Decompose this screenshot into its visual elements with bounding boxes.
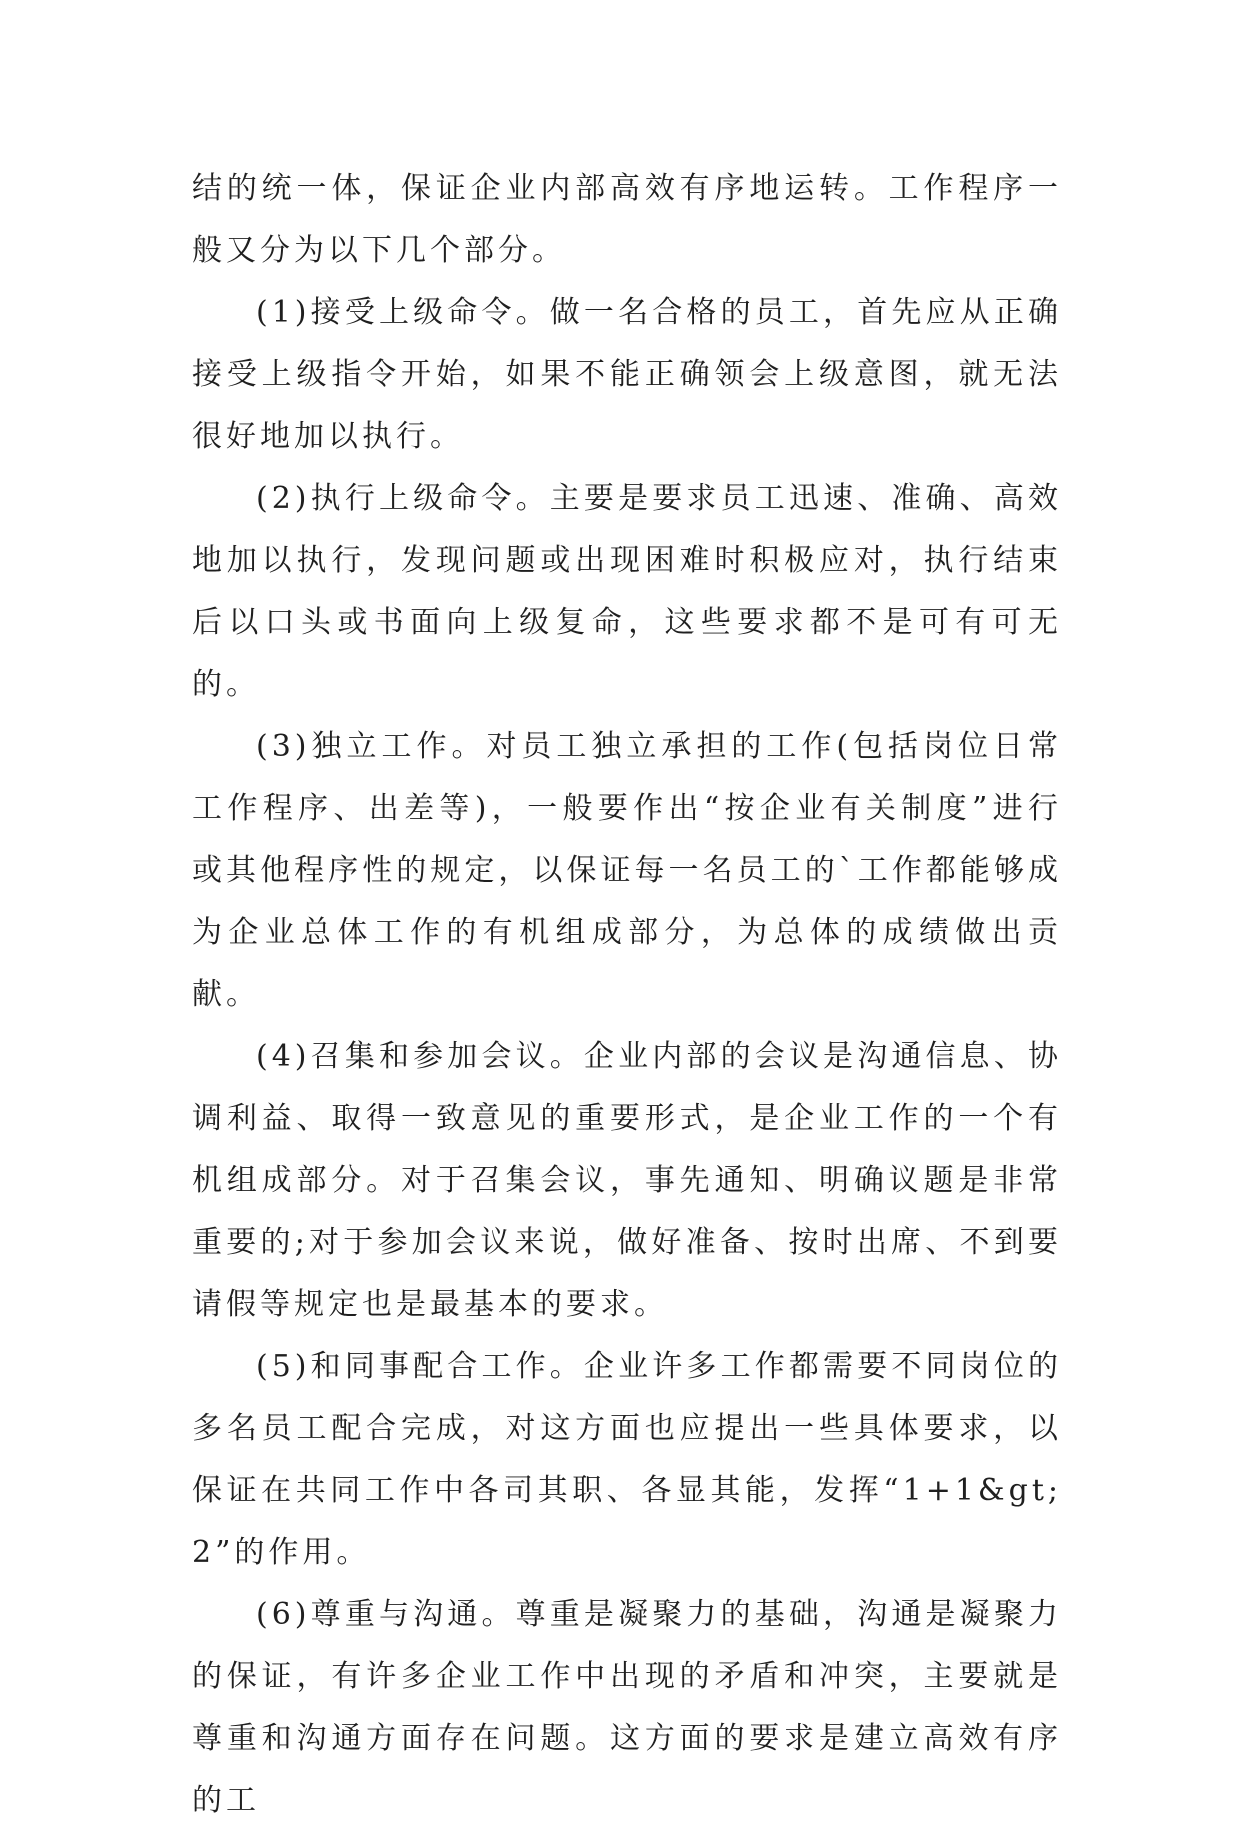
paragraph-item-4: (4)召集和参加会议。企业内部的会议是沟通信息、协调利益、取得一致意见的重要形式，是企业工作的一个有机组成部分。对于召集会议，事先通知、明确议题是非常重要的;对于参加会议来说，做好准备、按时出席、不到要请假等规定也是最基本的要求。 (192, 1039, 1062, 1322)
document-body (192, 158, 1062, 1832)
paragraph-continuation: 结的统一体，保证企业内部高效有序地运转。工作程序一般又分为以下几个部分。 (192, 171, 1062, 268)
paragraph-item-3: (3)独立工作。对员工独立承担的工作(包括岗位日常工作程序、出差等)，一般要作出“按企业有关制度”进行或其他程序性的规定，以保证每一名员工的`工作都能够成为企业总体工作的有机组成部分，为总体的成绩做出贡献。 (192, 729, 1062, 1012)
paragraph-item-1: (1)接受上级命令。做一名合格的员工，首先应从正确接受上级指令开始，如果不能正确领会上级意图，就无法很好地加以执行。 (192, 295, 1062, 454)
paragraph-item-2: (2)执行上级命令。主要是要求员工迅速、准确、高效地加以执行，发现问题或出现困难时积极应对，执行结束后以口头或书面向上级复命，这些要求都不是可有可无的。 (192, 481, 1062, 702)
paragraph-item-5: (5)和同事配合工作。企业许多工作都需要不同岗位的多名员工配合完成，对这方面也应提出一些具体要求，以保证在共同工作中各司其职、各显其能，发挥“1+1&gt;2”的作用。 (192, 1349, 1062, 1570)
paragraph-item-6: (6)尊重与沟通。尊重是凝聚力的基础，沟通是凝聚力的保证，有许多企业工作中出现的矛盾和冲突，主要就是尊重和沟通方面存在问题。这方面的要求是建立高效有序的工 (192, 1597, 1062, 1818)
